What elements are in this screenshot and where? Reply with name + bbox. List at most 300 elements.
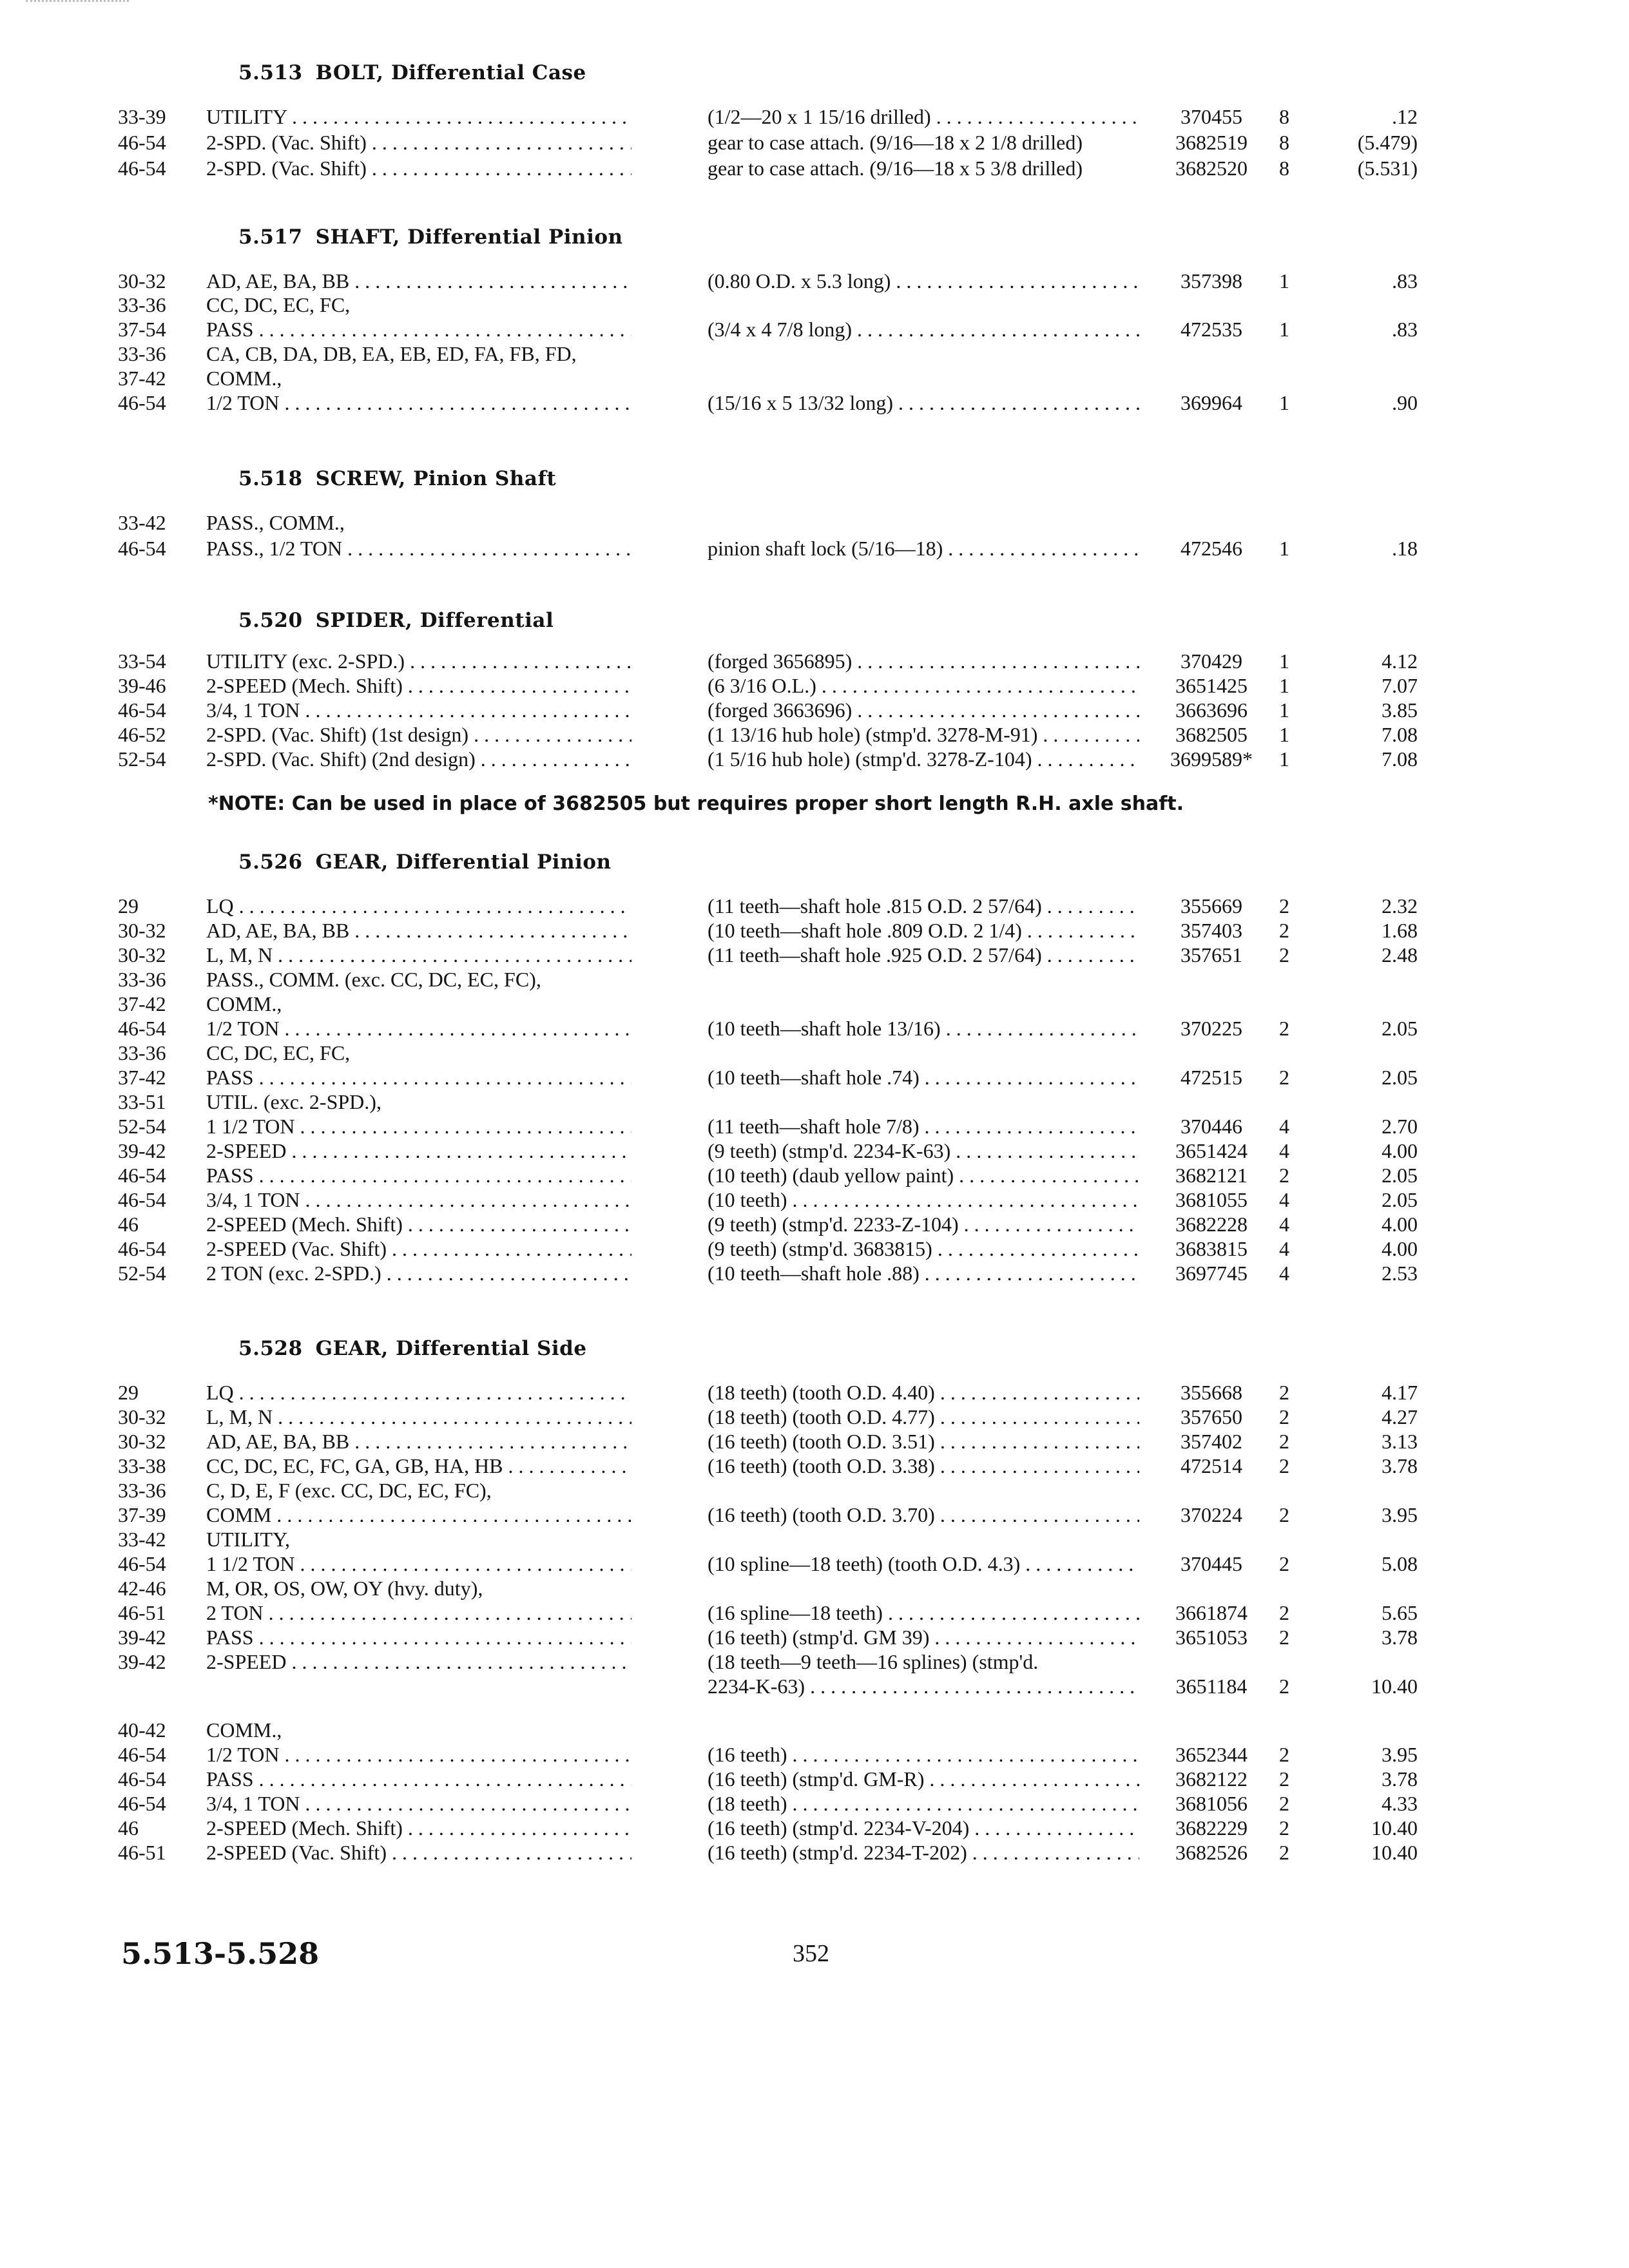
application: AD, AE, BA, BB . . . bbox=[206, 1428, 631, 1455]
quantity: 2 bbox=[1279, 1381, 1289, 1404]
quantity: 2 bbox=[1279, 1792, 1289, 1815]
quantity: 1 bbox=[1279, 674, 1289, 697]
parts-row bbox=[0, 129, 1629, 156]
price: 5.65 bbox=[1382, 1601, 1418, 1624]
application: PASS., 1/2 TON . . . bbox=[206, 535, 631, 562]
application: M, OR, OS, OW, OY (hvy. duty), bbox=[206, 1577, 483, 1600]
application: LQ . . . bbox=[206, 1379, 631, 1406]
parts-row bbox=[0, 1673, 1629, 1700]
model-years: 37-42 bbox=[118, 992, 166, 1015]
part-number: 357651 bbox=[1181, 943, 1242, 966]
description: (10 teeth) . . . bbox=[708, 1186, 1139, 1213]
description: gear to case attach. (9/16—18 x 5 3/8 drilled) bbox=[708, 157, 1083, 180]
parts-row bbox=[0, 672, 1629, 699]
section-title bbox=[238, 226, 623, 249]
quantity: 1 bbox=[1279, 723, 1289, 746]
application: AD, AE, BA, BB . . . bbox=[206, 917, 631, 944]
model-years: 46-54 bbox=[118, 1552, 166, 1575]
model-years: 46-54 bbox=[118, 1237, 166, 1260]
parts-row bbox=[0, 1260, 1629, 1287]
parts-row bbox=[0, 1765, 1629, 1792]
quantity: 2 bbox=[1279, 1552, 1289, 1575]
application: 1 1/2 TON . . . bbox=[206, 1113, 631, 1140]
section-number: 5.526 bbox=[238, 850, 303, 874]
parts-row bbox=[0, 1211, 1629, 1238]
model-years: 52-54 bbox=[118, 1115, 166, 1138]
part-number: 3682121 bbox=[1175, 1164, 1248, 1187]
application: 2-SPEED (Vac. Shift) . . . bbox=[206, 1235, 631, 1262]
price: 4.00 bbox=[1382, 1213, 1418, 1236]
description: (18 teeth) . . . bbox=[708, 1790, 1139, 1817]
quantity: 8 bbox=[1279, 131, 1289, 154]
quantity: 2 bbox=[1279, 1430, 1289, 1453]
application: COMM., bbox=[206, 1718, 282, 1742]
quantity: 4 bbox=[1279, 1188, 1289, 1211]
part-number: 472546 bbox=[1181, 537, 1242, 560]
application: PASS., COMM., bbox=[206, 511, 345, 534]
price: .90 bbox=[1392, 391, 1418, 414]
quantity: 4 bbox=[1279, 1115, 1289, 1138]
part-number: 472515 bbox=[1181, 1066, 1242, 1089]
model-years: 37-54 bbox=[118, 318, 166, 341]
quantity: 4 bbox=[1279, 1213, 1289, 1236]
application: CA, CB, DA, DB, EA, EB, ED, FA, FB, FD, bbox=[206, 342, 577, 365]
model-years: 46-51 bbox=[118, 1841, 166, 1864]
application: 3/4, 1 TON . . . bbox=[206, 1790, 631, 1817]
parts-row bbox=[0, 1379, 1629, 1406]
application: LQ . . . bbox=[206, 892, 631, 919]
parts-row bbox=[0, 990, 1629, 1017]
model-years: 46-54 bbox=[118, 1164, 166, 1187]
parts-row bbox=[0, 1648, 1629, 1675]
quantity: 2 bbox=[1279, 1405, 1289, 1428]
part-number: 3663696 bbox=[1175, 698, 1248, 722]
model-years: 33-39 bbox=[118, 105, 166, 128]
parts-row bbox=[0, 1839, 1629, 1866]
part-number: 3682122 bbox=[1175, 1767, 1248, 1791]
price: 2.70 bbox=[1382, 1115, 1418, 1138]
quantity: 2 bbox=[1279, 1017, 1289, 1040]
quantity: 2 bbox=[1279, 943, 1289, 966]
quantity: 8 bbox=[1279, 157, 1289, 180]
price: 2.32 bbox=[1382, 894, 1418, 918]
price: 10.40 bbox=[1371, 1816, 1418, 1840]
quantity: 2 bbox=[1279, 1767, 1289, 1791]
parts-row bbox=[0, 1550, 1629, 1577]
part-number: 370429 bbox=[1181, 649, 1242, 673]
part-number: 357650 bbox=[1181, 1405, 1242, 1428]
price: .12 bbox=[1392, 105, 1418, 128]
price: 10.40 bbox=[1371, 1841, 1418, 1864]
application: 3/4, 1 TON . . . bbox=[206, 697, 631, 724]
parts-row bbox=[0, 1477, 1629, 1504]
application: PASS . . . bbox=[206, 316, 631, 343]
price: 2.05 bbox=[1382, 1164, 1418, 1187]
model-years: 52-54 bbox=[118, 1262, 166, 1285]
price: 3.85 bbox=[1382, 698, 1418, 722]
parts-row bbox=[0, 1039, 1629, 1066]
application: COMM., bbox=[206, 992, 282, 1015]
price: 7.08 bbox=[1382, 723, 1418, 746]
parts-row bbox=[0, 1814, 1629, 1841]
section-name: SPIDER, Differential bbox=[315, 609, 554, 632]
model-years: 40-42 bbox=[118, 1718, 166, 1742]
description: (10 teeth) (daub yellow paint) . . . bbox=[708, 1162, 1139, 1189]
description: (16 teeth) . . . bbox=[708, 1741, 1139, 1768]
part-number: 370225 bbox=[1181, 1017, 1242, 1040]
price: 4.00 bbox=[1382, 1237, 1418, 1260]
model-years: 46 bbox=[118, 1816, 139, 1840]
parts-row bbox=[0, 1624, 1629, 1651]
parts-row bbox=[0, 745, 1629, 773]
section-name: SHAFT, Differential Pinion bbox=[315, 226, 623, 249]
model-years: 46-52 bbox=[118, 723, 166, 746]
parts-row bbox=[0, 1186, 1629, 1213]
description: (10 teeth—shaft hole 13/16) . . . bbox=[708, 1015, 1139, 1042]
application: 1/2 TON . . . bbox=[206, 1741, 631, 1768]
description: (10 teeth—shaft hole .88) . . . bbox=[708, 1260, 1139, 1287]
price: 3.13 bbox=[1382, 1430, 1418, 1453]
model-years: 33-54 bbox=[118, 649, 166, 673]
parts-row bbox=[0, 1716, 1629, 1744]
application: 2-SPD. (Vac. Shift) . . . bbox=[206, 155, 631, 182]
price: 2.05 bbox=[1382, 1017, 1418, 1040]
description: pinion shaft lock (5/16—18) . . . bbox=[708, 535, 1139, 562]
model-years: 30-32 bbox=[118, 943, 166, 966]
parts-row bbox=[0, 316, 1629, 343]
price: (5.531) bbox=[1357, 157, 1418, 180]
price: 5.08 bbox=[1382, 1552, 1418, 1575]
parts-row bbox=[0, 1575, 1629, 1602]
price: 7.07 bbox=[1382, 674, 1418, 697]
section-name: GEAR, Differential Pinion bbox=[315, 850, 612, 874]
parts-row bbox=[0, 1088, 1629, 1115]
model-years: 33-36 bbox=[118, 293, 166, 316]
quantity: 1 bbox=[1279, 649, 1289, 673]
model-years: 37-42 bbox=[118, 367, 166, 390]
parts-row bbox=[0, 892, 1629, 919]
model-years: 33-42 bbox=[118, 1528, 166, 1551]
description: (0.80 O.D. x 5.3 long) . . . bbox=[708, 267, 1139, 294]
model-years: 39-42 bbox=[118, 1650, 166, 1673]
parts-row bbox=[0, 291, 1629, 318]
application: 2 TON (exc. 2-SPD.) . . . bbox=[206, 1260, 631, 1287]
application: 2-SPEED (Mech. Shift) . . . bbox=[206, 672, 631, 699]
price: 4.33 bbox=[1382, 1792, 1418, 1815]
parts-row bbox=[0, 340, 1629, 367]
part-number: 3682526 bbox=[1175, 1841, 1248, 1864]
price: 3.95 bbox=[1382, 1743, 1418, 1766]
quantity: 2 bbox=[1279, 1454, 1289, 1477]
part-number: 369964 bbox=[1181, 391, 1242, 414]
parts-row bbox=[0, 365, 1629, 392]
application: 2-SPEED . . . bbox=[206, 1137, 631, 1164]
application: 2-SPD. (Vac. Shift) . . . bbox=[206, 129, 631, 156]
price: 3.95 bbox=[1382, 1503, 1418, 1526]
description: (forged 3663696) . . . bbox=[708, 697, 1139, 724]
application: C, D, E, F (exc. CC, DC, EC, FC), bbox=[206, 1479, 492, 1502]
part-number: 3651424 bbox=[1175, 1139, 1248, 1162]
quantity: 2 bbox=[1279, 1503, 1289, 1526]
parts-row bbox=[0, 1403, 1629, 1430]
parts-row bbox=[0, 103, 1629, 130]
description: (10 teeth—shaft hole .74) . . . bbox=[708, 1064, 1139, 1091]
parts-row bbox=[0, 1428, 1629, 1455]
spider-note: *NOTE: Can be used in place of 3682505 but requires proper short length R.H. axle shaft. bbox=[208, 793, 1184, 815]
model-years: 33-36 bbox=[118, 1479, 166, 1502]
quantity: 2 bbox=[1279, 1601, 1289, 1624]
section-number: 5.517 bbox=[238, 226, 303, 249]
parts-row bbox=[0, 1501, 1629, 1528]
application: CC, DC, EC, FC, bbox=[206, 293, 351, 316]
description: (10 teeth—shaft hole .809 O.D. 2 1/4) . . . bbox=[708, 917, 1139, 944]
parts-row bbox=[0, 1452, 1629, 1479]
quantity: 2 bbox=[1279, 1164, 1289, 1187]
description: (10 spline—18 teeth) (tooth O.D. 4.3) . . . bbox=[708, 1550, 1139, 1577]
parts-row bbox=[0, 1137, 1629, 1164]
application: AD, AE, BA, BB . . . bbox=[206, 267, 631, 294]
parts-row bbox=[0, 1113, 1629, 1140]
quantity: 2 bbox=[1279, 1675, 1289, 1698]
part-number: 370446 bbox=[1181, 1115, 1242, 1138]
description: (6 3/16 O.L.) . . . bbox=[708, 672, 1139, 699]
part-number: 3682505 bbox=[1175, 723, 1248, 746]
price: 3.78 bbox=[1382, 1626, 1418, 1649]
model-years: 33-36 bbox=[118, 342, 166, 365]
application: L, M, N . . . bbox=[206, 941, 631, 968]
model-years: 29 bbox=[118, 894, 139, 918]
parts-row bbox=[0, 721, 1629, 748]
quantity: 2 bbox=[1279, 1743, 1289, 1766]
model-years: 46-54 bbox=[118, 131, 166, 154]
application: UTILITY . . . bbox=[206, 103, 631, 130]
description: (9 teeth) (stmp'd. 3683815) . . . bbox=[708, 1235, 1139, 1262]
section-name: BOLT, Differential Case bbox=[315, 61, 586, 84]
description: 2234-K-63) . . . bbox=[708, 1673, 1139, 1700]
section-name: SCREW, Pinion Shaft bbox=[315, 467, 557, 490]
description: (11 teeth—shaft hole .815 O.D. 2 57/64) . . . bbox=[708, 892, 1139, 919]
model-years: 46-54 bbox=[118, 698, 166, 722]
part-number: 472514 bbox=[1181, 1454, 1242, 1477]
price: 3.78 bbox=[1382, 1767, 1418, 1791]
price: 2.05 bbox=[1382, 1188, 1418, 1211]
application: UTILITY (exc. 2-SPD.) . . . bbox=[206, 648, 631, 675]
price: 4.27 bbox=[1382, 1405, 1418, 1428]
description: (11 teeth—shaft hole .925 O.D. 2 57/64) . . . bbox=[708, 941, 1139, 968]
model-years: 46-54 bbox=[118, 157, 166, 180]
part-number: 370455 bbox=[1181, 105, 1242, 128]
parts-row bbox=[0, 1015, 1629, 1042]
description: (1/2—20 x 1 15/16 drilled) . . . bbox=[708, 103, 1139, 130]
description: (18 teeth—9 teeth—16 splines) (stmp'd. bbox=[708, 1650, 1039, 1673]
model-years: 30-32 bbox=[118, 1430, 166, 1453]
section-title bbox=[238, 850, 612, 874]
section-number: 5.528 bbox=[238, 1337, 303, 1360]
quantity: 2 bbox=[1279, 1066, 1289, 1089]
part-number: 357402 bbox=[1181, 1430, 1242, 1453]
model-years: 46-54 bbox=[118, 1792, 166, 1815]
quantity: 1 bbox=[1279, 318, 1289, 341]
parts-row bbox=[0, 1526, 1629, 1553]
description: (16 teeth) (stmp'd. 2234-T-202) . . . bbox=[708, 1839, 1139, 1866]
model-years: 39-42 bbox=[118, 1139, 166, 1162]
price: 3.78 bbox=[1382, 1454, 1418, 1477]
description: (11 teeth—shaft hole 7/8) . . . bbox=[708, 1113, 1139, 1140]
description: (forged 3656895) . . . bbox=[708, 648, 1139, 675]
section-title bbox=[238, 467, 556, 490]
section-number: 5.518 bbox=[238, 467, 303, 490]
description: (16 teeth) (tooth O.D. 3.38) . . . bbox=[708, 1452, 1139, 1479]
model-years: 52-54 bbox=[118, 747, 166, 771]
price: 1.68 bbox=[1382, 919, 1418, 942]
price: 2.53 bbox=[1382, 1262, 1418, 1285]
model-years: 30-32 bbox=[118, 1405, 166, 1428]
parts-row bbox=[0, 1235, 1629, 1262]
parts-row bbox=[0, 1741, 1629, 1768]
model-years: 46-54 bbox=[118, 1767, 166, 1791]
price: (5.479) bbox=[1357, 131, 1418, 154]
quantity: 2 bbox=[1279, 919, 1289, 942]
part-number: 355668 bbox=[1181, 1381, 1242, 1404]
part-number: 355669 bbox=[1181, 894, 1242, 918]
part-number: 3651184 bbox=[1175, 1675, 1248, 1698]
application: 2 TON . . . bbox=[206, 1599, 631, 1626]
parts-row bbox=[0, 267, 1629, 294]
part-number: 3682519 bbox=[1175, 131, 1248, 154]
part-number: 3651053 bbox=[1175, 1626, 1248, 1649]
quantity: 1 bbox=[1279, 269, 1289, 293]
parts-row bbox=[0, 966, 1629, 993]
model-years: 37-42 bbox=[118, 1066, 166, 1089]
parts-row bbox=[0, 941, 1629, 968]
page-number: 352 bbox=[793, 1940, 829, 1967]
application: 1/2 TON . . . bbox=[206, 389, 631, 416]
scan-mark bbox=[26, 0, 129, 6]
section-title bbox=[238, 1337, 587, 1360]
application: UTILITY, bbox=[206, 1528, 291, 1551]
description: (1 13/16 hub hole) (stmp'd. 3278-M-91) . . . bbox=[708, 721, 1139, 748]
quantity: 2 bbox=[1279, 1841, 1289, 1864]
part-number: 3681055 bbox=[1175, 1188, 1248, 1211]
price: .83 bbox=[1392, 269, 1418, 293]
application: COMM., bbox=[206, 367, 282, 390]
description: (1 5/16 hub hole) (stmp'd. 3278-Z-104) . . . bbox=[708, 745, 1139, 773]
application: PASS . . . bbox=[206, 1765, 631, 1792]
quantity: 8 bbox=[1279, 105, 1289, 128]
description: (9 teeth) (stmp'd. 2234-K-63) . . . bbox=[708, 1137, 1139, 1164]
section-title bbox=[238, 609, 554, 632]
description: (16 teeth) (stmp'd. GM 39) . . . bbox=[708, 1624, 1139, 1651]
model-years: 39-42 bbox=[118, 1626, 166, 1649]
quantity: 1 bbox=[1279, 391, 1289, 414]
parts-row bbox=[0, 1599, 1629, 1626]
model-years: 46-51 bbox=[118, 1601, 166, 1624]
part-number: 3697745 bbox=[1175, 1262, 1248, 1285]
quantity: 1 bbox=[1279, 747, 1289, 771]
quantity: 4 bbox=[1279, 1237, 1289, 1260]
application: 2-SPEED (Mech. Shift) . . . bbox=[206, 1814, 631, 1841]
quantity: 4 bbox=[1279, 1262, 1289, 1285]
model-years: 33-38 bbox=[118, 1454, 166, 1477]
part-number: 3652344 bbox=[1175, 1743, 1248, 1766]
section-title bbox=[238, 61, 586, 84]
part-number: 370445 bbox=[1181, 1552, 1242, 1575]
parts-row bbox=[0, 155, 1629, 182]
application: CC, DC, EC, FC, GA, GB, HA, HB . . . bbox=[206, 1452, 631, 1479]
part-number: 3699589* bbox=[1170, 747, 1253, 771]
section-number: 5.513 bbox=[238, 61, 303, 84]
model-years: 42-46 bbox=[118, 1577, 166, 1600]
model-years: 33-42 bbox=[118, 511, 166, 534]
description: (16 teeth) (tooth O.D. 3.51) . . . bbox=[708, 1428, 1139, 1455]
application: UTIL. (exc. 2-SPD.), bbox=[206, 1090, 381, 1113]
model-years: 46-54 bbox=[118, 391, 166, 414]
parts-row bbox=[0, 697, 1629, 724]
parts-row bbox=[0, 1790, 1629, 1817]
quantity: 2 bbox=[1279, 1626, 1289, 1649]
application: PASS . . . bbox=[206, 1624, 631, 1651]
section-name: GEAR, Differential Side bbox=[315, 1337, 587, 1360]
model-years: 46-54 bbox=[118, 1188, 166, 1211]
parts-row bbox=[0, 535, 1629, 562]
price: 4.17 bbox=[1382, 1381, 1418, 1404]
description: (3/4 x 4 7/8 long) . . . bbox=[708, 316, 1139, 343]
model-years: 30-32 bbox=[118, 269, 166, 293]
model-years: 33-36 bbox=[118, 968, 166, 991]
description: (18 teeth) (tooth O.D. 4.77) . . . bbox=[708, 1403, 1139, 1430]
description: (15/16 x 5 13/32 long) . . . bbox=[708, 389, 1139, 416]
part-number: 357398 bbox=[1181, 269, 1242, 293]
price: 2.48 bbox=[1382, 943, 1418, 966]
price: .83 bbox=[1392, 318, 1418, 341]
parts-row bbox=[0, 1064, 1629, 1091]
application: 2-SPEED (Vac. Shift) . . . bbox=[206, 1839, 631, 1866]
quantity: 2 bbox=[1279, 894, 1289, 918]
quantity: 2 bbox=[1279, 1816, 1289, 1840]
description: (16 spline—18 teeth) . . . bbox=[708, 1599, 1139, 1626]
description: gear to case attach. (9/16—18 x 2 1/8 drilled) bbox=[708, 131, 1083, 154]
model-years: 46-54 bbox=[118, 537, 166, 560]
application: L, M, N . . . bbox=[206, 1403, 631, 1430]
application: 2-SPD. (Vac. Shift) (2nd design) . . . bbox=[206, 745, 631, 773]
part-number: 370224 bbox=[1181, 1503, 1242, 1526]
model-years: 29 bbox=[118, 1381, 139, 1404]
application: PASS., COMM. (exc. CC, DC, EC, FC), bbox=[206, 968, 541, 991]
application: 1 1/2 TON . . . bbox=[206, 1550, 631, 1577]
part-number: 357403 bbox=[1181, 919, 1242, 942]
model-years: 39-46 bbox=[118, 674, 166, 697]
footer-section-range: 5.513-5.528 bbox=[121, 1936, 320, 1971]
model-years: 46-54 bbox=[118, 1017, 166, 1040]
application: PASS . . . bbox=[206, 1162, 631, 1189]
application: 3/4, 1 TON . . . bbox=[206, 1186, 631, 1213]
parts-row bbox=[0, 648, 1629, 675]
part-number: 3681056 bbox=[1175, 1792, 1248, 1815]
parts-row bbox=[0, 509, 1629, 536]
part-number: 3682520 bbox=[1175, 157, 1248, 180]
quantity: 4 bbox=[1279, 1139, 1289, 1162]
price: 7.08 bbox=[1382, 747, 1418, 771]
description: (16 teeth) (stmp'd. 2234-V-204) . . . bbox=[708, 1814, 1139, 1841]
model-years: 33-51 bbox=[118, 1090, 166, 1113]
part-number: 3651425 bbox=[1175, 674, 1248, 697]
application: COMM . . . bbox=[206, 1501, 631, 1528]
price: 4.12 bbox=[1382, 649, 1418, 673]
model-years: 46-54 bbox=[118, 1743, 166, 1766]
price: 2.05 bbox=[1382, 1066, 1418, 1089]
parts-row bbox=[0, 917, 1629, 944]
application: PASS . . . bbox=[206, 1064, 631, 1091]
